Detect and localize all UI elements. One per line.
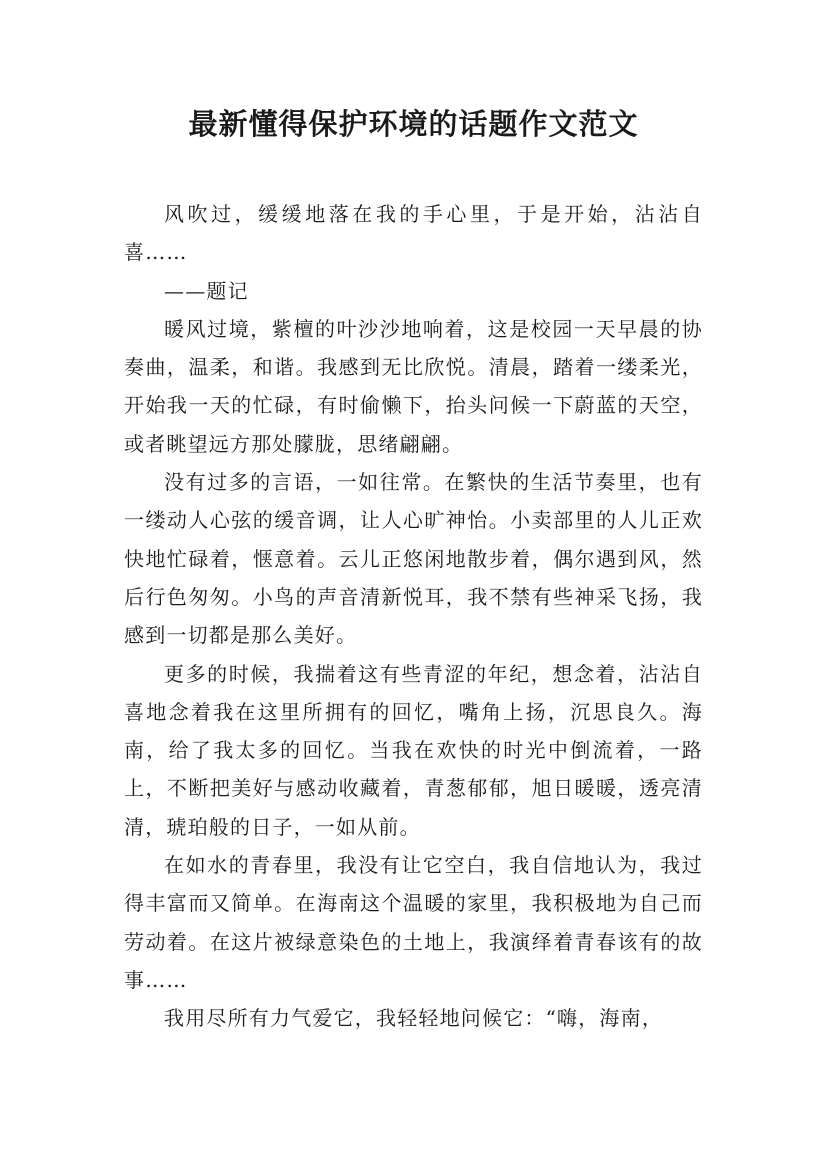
paragraph-epigraph-attribution: ——题记 — [164, 278, 249, 303]
document-body — [124, 195, 703, 1038]
paragraph-4: 更多的时候，我揣着这有些青涩的年纪，想念着，沾沾自喜地念着我在这里所拥有的回忆，嘴角上扬，沉思良久。海南，给了我太多的回忆。当我在欢快的时光中倒流着，一路上，不断把美好与感动收藏着，青葱郁郁，旭日暖暖，透亮清清，琥珀般的日子，一如从前。 — [124, 661, 703, 839]
document-title: 最新懂得保护环境的话题作文范文 — [188, 107, 639, 141]
paragraph-3: 没有过多的言语，一如往常。在繁快的生活节奏里，也有一缕动人心弦的缓音调，让人心旷神怡。小卖部里的人儿正欢快地忙碌着，惬意着。云儿正悠闲地散步着，偶尔遇到风，然后行色匆匆。小鸟的声音清新悦耳，我不禁有些神采飞扬，我感到一切都是那么美好。 — [124, 470, 703, 648]
paragraph-6: 我用尽所有力气爱它，我轻轻地问候它：“嗨，海南， — [164, 1006, 664, 1031]
paragraph-2: 暖风过境，紫檀的叶沙沙地响着，这是校园一天早晨的协奏曲，温柔，和谐。我感到无比欣悦。清晨，踏着一缕柔光，开始我一天的忙碌，有时偷懒下，抬头问候一下蔚蓝的天空，或者眺望远方那处朦胧，思绪翩翩。 — [124, 316, 703, 456]
paragraph-5: 在如水的青春里，我没有让它空白，我自信地认为，我过得丰富而又简单。在海南这个温暖的家里，我积极地为自己而劳动着。在这片被绿意染色的土地上，我演绎着青春该有的故事…… — [124, 853, 703, 992]
paragraph-1: 风吹过，缓缓地落在我的手心里，于是开始，沾沾自喜…… — [124, 202, 703, 265]
